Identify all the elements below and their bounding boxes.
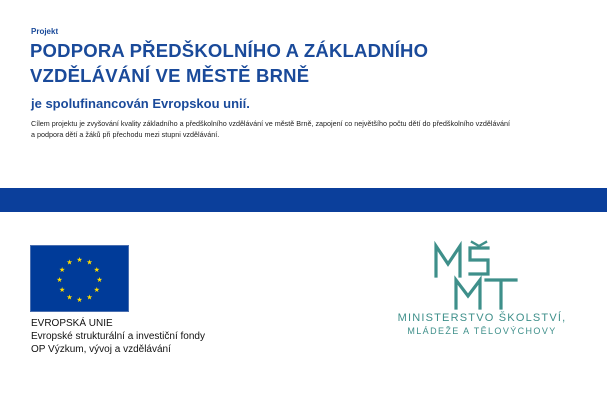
project-title <box>30 38 550 88</box>
msmt-logo-mark <box>430 240 530 312</box>
svg-text:★: ★ <box>66 293 73 302</box>
svg-text:★: ★ <box>66 258 73 267</box>
description-line1: Cílem projektu je zvyšování kvality základního a předškolního vzdělávání ve městě Brně, zapojení co největšího počtu dětí do předškolního vzdělávání <box>31 119 511 128</box>
description-line2: a podpora dětí a žáků při přechodu mezi stupni vzdělávání. <box>31 130 220 139</box>
svg-text:★: ★ <box>93 266 100 274</box>
msmt-name <box>382 312 582 338</box>
eu-flag-icon <box>30 245 129 312</box>
project-description <box>31 118 591 140</box>
svg-text:★: ★ <box>76 256 83 264</box>
eu-funds: Evropské strukturální a investiční fondy <box>31 331 205 342</box>
svg-text:★: ★ <box>96 276 103 284</box>
msmt-name-line1: MINISTERSTVO ŠKOLSTVÍ, <box>397 312 567 324</box>
project-title-line2: VZDĚLÁVÁNÍ VE MĚSTĚ BRNĚ <box>30 65 310 86</box>
svg-text:★: ★ <box>59 266 66 274</box>
eu-stars <box>56 256 102 304</box>
svg-text:★: ★ <box>76 296 83 304</box>
svg-text:★: ★ <box>93 286 100 294</box>
project-title-line1: PODPORA PŘEDŠKOLNÍHO A ZÁKLADNÍHO <box>30 40 429 61</box>
eu-name: EVROPSKÁ UNIE <box>31 318 113 329</box>
project-label: Projekt <box>31 27 59 36</box>
svg-text:★: ★ <box>56 276 63 284</box>
eu-program: OP Výzkum, vývoj a vzdělávání <box>31 344 171 355</box>
svg-text:★: ★ <box>86 293 93 302</box>
blue-divider-band <box>0 188 607 212</box>
svg-text:★: ★ <box>59 286 66 294</box>
msmt-logo <box>430 240 530 312</box>
svg-text:★: ★ <box>86 258 93 267</box>
eu-funding-text <box>31 317 205 356</box>
msmt-name-line2: MLÁDEŽE A TĚLOVÝCHOVY <box>407 326 557 336</box>
project-subtitle: je spolufinancován Evropskou unií. <box>31 96 250 111</box>
